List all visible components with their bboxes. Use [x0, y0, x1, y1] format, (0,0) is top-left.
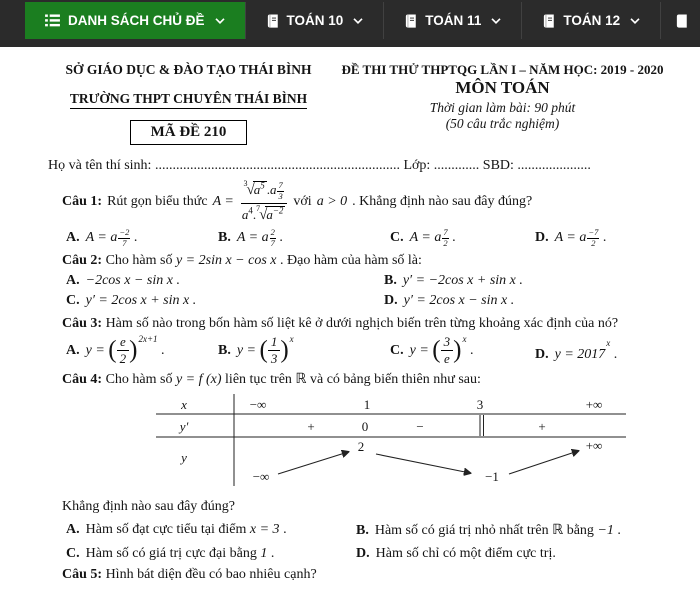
exam-title: ĐỀ THI THỬ THPTQG LẦN I – NĂM HỌC: 2019 - 2020: [341, 62, 664, 77]
question-text: Hàm số nào trong bốn hàm số liệt kê ở dưới nghịch biến trên từng khoảng xác định của nó?: [105, 315, 619, 331]
fraction-denominator: $a^4.^7√a^{-2}$: [241, 203, 284, 223]
bbt-x-value: +∞: [585, 396, 603, 412]
student-name-dots: ......................................................................: [154, 158, 400, 173]
nav-item-toan-11[interactable]: [384, 2, 521, 39]
book-icon: [675, 14, 688, 28]
bbt-y-start: −∞: [252, 468, 270, 484]
question-3-options: [36, 334, 664, 367]
bbt-yprime-sign: +: [538, 418, 546, 434]
fraction-numerator: $^3√a^5$ .a $\frac{7}{3}$: [241, 180, 287, 204]
bbt-y-end: +∞: [585, 437, 603, 453]
nav-item-partial[interactable]: [661, 2, 688, 39]
option-d: D. A = a $\frac{-7}{2}$ .: [535, 227, 607, 249]
option-c: C. y = ( $\frac{3}{e}$ )$^x$ .: [390, 333, 474, 367]
question-text: với: [293, 193, 312, 209]
nav-item-label: TOÁN 10: [286, 13, 344, 28]
document-header: [36, 57, 664, 145]
question-1: [36, 180, 664, 223]
option-a: A. y = ( $\frac{e}{2}$ )$^{2x+1}$ .: [66, 333, 165, 367]
option-b: B. y = ( $\frac{1}{3}$ )$^x$: [218, 333, 294, 367]
option-d: D. Hàm số chỉ có một điểm cực trị.: [356, 545, 556, 561]
department-name: SỞ GIÁO DỤC & ĐÀO TẠO THÁI BÌNH: [65, 62, 312, 77]
bbt-yprime-zero: 0: [361, 418, 369, 434]
book-icon: [266, 14, 279, 28]
question-1-options: [36, 228, 664, 249]
arrow-up: [509, 451, 578, 474]
sbd-label: SBD:: [482, 158, 514, 173]
bbt-x-label: x: [181, 396, 187, 412]
chevron-down-icon: [491, 18, 501, 24]
option-c: C. y′ = 2cos x + sin x .: [66, 292, 197, 308]
sbd-dots: .....................: [517, 158, 591, 173]
option-a: A. A = a $\frac{-2}{7}$ .: [66, 227, 138, 249]
chevron-down-icon: [630, 18, 640, 24]
book-icon: [542, 14, 555, 28]
variation-table: [154, 394, 628, 486]
chevron-down-icon: [215, 18, 225, 24]
exam-note: (50 câu trắc nghiệm): [445, 116, 560, 131]
bbt-x-value: 1: [363, 396, 371, 412]
option-a: A. −2cos x − sin x .: [66, 272, 180, 288]
bbt-yprime-sign: −: [416, 418, 424, 434]
question-5: [36, 567, 664, 583]
question-text: . Khẳng định nào sau đây đúng?: [352, 193, 533, 209]
formula: y = 2sin x − cos x: [175, 252, 277, 268]
exponent-fraction: $\frac{7}{3}$: [278, 180, 283, 201]
class-dots: .............: [433, 158, 480, 173]
nav-item-toan-12[interactable]: [522, 2, 660, 39]
option-b: B. A = a $\frac{2}{7}$ .: [218, 227, 283, 249]
nav-item-toan-10[interactable]: [246, 2, 384, 39]
top-navbar: [0, 0, 700, 47]
bbt-y-trough: −1: [485, 468, 499, 484]
formula-lhs: A =: [212, 193, 234, 209]
question-text: Cho hàm số: [105, 252, 173, 268]
question-2: [36, 253, 664, 269]
exam-duration: Thời gian làm bài: 90 phút: [429, 100, 576, 115]
question-label: Câu 3:: [62, 315, 103, 331]
question-text: Hình bát diện đều có bao nhiêu cạnh?: [105, 566, 317, 582]
seventh-root: $^7√a^{-2}$: [256, 203, 284, 223]
formula-fraction: [239, 180, 289, 223]
question-2-options-row-2: [36, 293, 664, 309]
option-a: A. Hàm số đạt cực tiểu tại điểm x = 3 .: [66, 521, 287, 537]
formula: y = f (x): [175, 371, 222, 387]
question-text: liên tục trên ℝ và có bảng biến thiên như sau:: [225, 371, 481, 387]
school-name: TRƯỜNG THPT CHUYÊN THÁI BÌNH: [70, 91, 307, 109]
question-label: Câu 5:: [62, 566, 103, 582]
nav-item-danh-sach-chu-de[interactable]: [25, 2, 245, 39]
option-c: C. A = a $\frac{7}{2}$ .: [390, 227, 456, 249]
exam-code-box: MÃ ĐỀ 210: [130, 120, 248, 145]
exam-document: [0, 47, 700, 583]
nav-item-label: TOÁN 12: [563, 13, 621, 28]
book-icon: [404, 14, 417, 28]
question-text: Khẳng định nào sau đây đúng?: [62, 498, 236, 514]
header-right-block: [341, 57, 664, 145]
chevron-down-icon: [353, 18, 363, 24]
question-4: [36, 371, 664, 388]
subject-title: MÔN TOÁN: [455, 78, 550, 97]
arrow-up: [278, 452, 348, 474]
bbt-y-label: y: [181, 449, 187, 465]
question-2-options-row-1: [36, 273, 664, 289]
header-left-block: [36, 57, 341, 145]
bbt-y-peak: 2: [357, 438, 365, 454]
option-b: B. y′ = −2cos x + sin x .: [384, 272, 523, 288]
nav-item-label: TOÁN 11: [425, 13, 482, 28]
nav-item-label: DANH SÁCH CHỦ ĐỀ: [68, 13, 205, 28]
bbt-yprime-sign: +: [307, 418, 315, 434]
question-label: Câu 4:: [62, 371, 103, 387]
option-d: D. y = 2017$^x$ .: [535, 337, 618, 362]
question-label: Câu 2:: [62, 252, 103, 268]
bbt-x-value: 3: [476, 396, 484, 412]
question-text: Rút gọn biểu thức: [107, 193, 208, 209]
question-text: Cho hàm số: [105, 371, 173, 387]
condition: a > 0: [316, 193, 348, 209]
option-b: B. Hàm số có giá trị nhỏ nhất trên ℝ bằng −1 .: [356, 522, 621, 538]
arrow-down: [376, 454, 470, 473]
student-name-label: Họ và tên thí sinh:: [48, 158, 152, 173]
question-4-prompt: [36, 499, 664, 515]
question-4-options-row-2: [36, 546, 664, 562]
list-icon: [45, 14, 60, 27]
question-3: [36, 316, 664, 332]
student-info-line: [36, 158, 664, 174]
bbt-x-value: −∞: [249, 396, 267, 412]
question-text: . Đạo hàm của hàm số là:: [276, 252, 422, 268]
bbt-yprime-label: y′: [179, 418, 189, 434]
question-label: Câu 1:: [62, 193, 103, 209]
cube-root: $^3√a^5$: [243, 179, 265, 198]
option-c: C. Hàm số có giá trị cực đại bằng 1 .: [66, 545, 275, 561]
option-d: D. y′ = 2cos x − sin x .: [384, 292, 515, 308]
question-4-options-row-1: [36, 522, 664, 539]
class-label: Lớp:: [403, 158, 431, 173]
